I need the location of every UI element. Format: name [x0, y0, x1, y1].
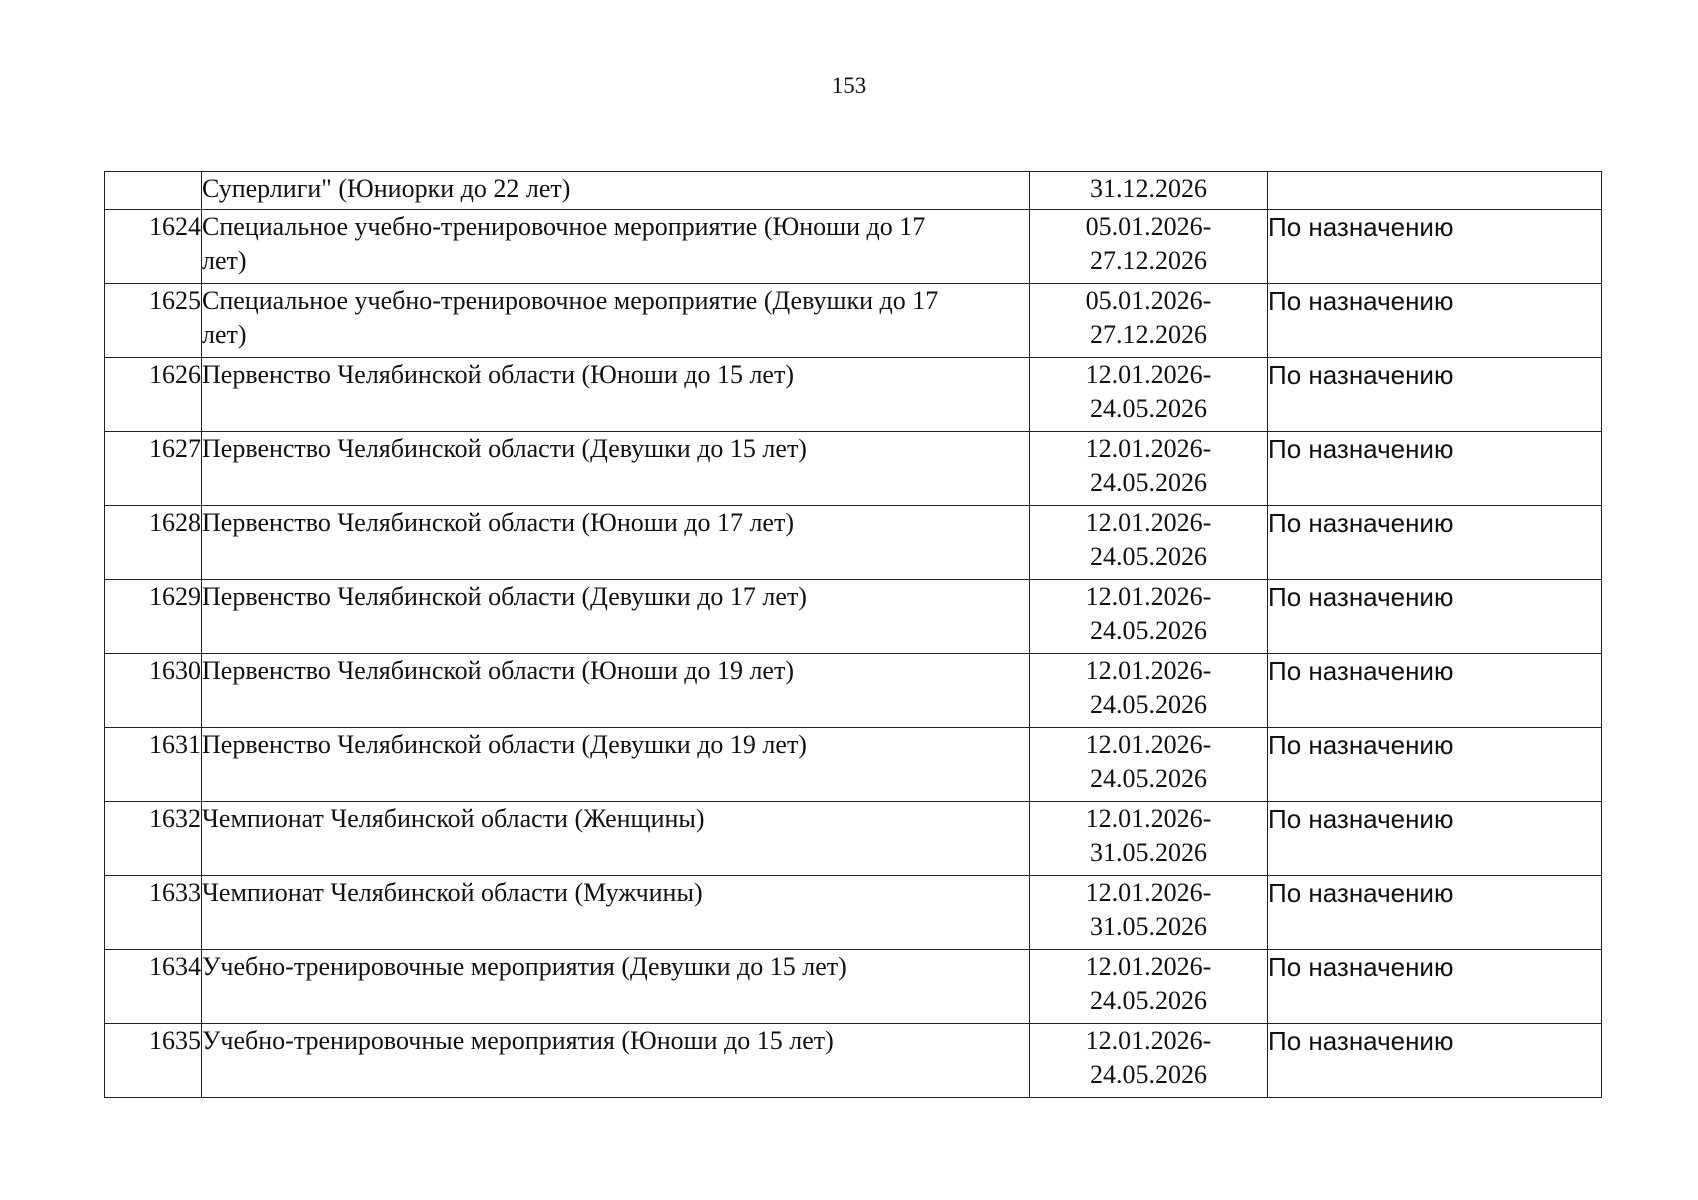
row-number: 1634	[105, 950, 202, 1024]
event-place: По назначению	[1268, 950, 1602, 1024]
event-name-line-1: Первенство Челябинской области (Девушки до 17 лет)	[202, 582, 807, 611]
page-number: 153	[831, 73, 867, 98]
table-row	[105, 654, 1602, 728]
event-name: Суперлиги" (Юниорки до 22 лет)	[202, 172, 1030, 210]
event-name	[202, 506, 1030, 580]
date-end: 24.05.2026	[1090, 690, 1207, 719]
date-end: 31.05.2026	[1090, 912, 1207, 941]
date-end: 24.05.2026	[1090, 616, 1207, 645]
date-start: 12.01.2026-	[1085, 360, 1212, 389]
date-end: 31.05.2026	[1090, 838, 1207, 867]
date-start: 12.01.2026-	[1085, 656, 1212, 685]
date-start: 05.01.2026-	[1085, 212, 1212, 241]
table-row	[105, 358, 1602, 432]
date-start: 12.01.2026-	[1085, 730, 1212, 759]
date-start: 12.01.2026-	[1085, 952, 1212, 981]
event-name	[202, 1024, 1030, 1098]
event-place: По назначению	[1268, 728, 1602, 802]
event-name-line-1: Первенство Челябинской области (Юноши до 15 лет)	[202, 360, 794, 389]
event-dates	[1030, 358, 1268, 432]
event-dates	[1030, 802, 1268, 876]
date-end: 24.05.2026	[1090, 1060, 1207, 1089]
row-number: 1629	[105, 580, 202, 654]
table-row	[105, 802, 1602, 876]
event-place: По назначению	[1268, 358, 1602, 432]
event-place: По назначению	[1268, 432, 1602, 506]
date-start: 05.01.2026-	[1085, 286, 1212, 315]
event-place: По назначению	[1268, 876, 1602, 950]
event-dates	[1030, 284, 1268, 358]
event-place	[1268, 172, 1602, 210]
table-row	[105, 506, 1602, 580]
table-row-continuation	[105, 172, 1602, 210]
event-place: По назначению	[1268, 210, 1602, 284]
events-table	[104, 171, 1602, 1098]
event-dates	[1030, 432, 1268, 506]
row-number: 1627	[105, 432, 202, 506]
date-end: 24.05.2026	[1090, 394, 1207, 423]
event-name	[202, 358, 1030, 432]
row-number: 1631	[105, 728, 202, 802]
date-start: 12.01.2026-	[1085, 878, 1212, 907]
event-name	[202, 654, 1030, 728]
table-row	[105, 728, 1602, 802]
date-start: 12.01.2026-	[1085, 434, 1212, 463]
event-dates: 31.12.2026	[1030, 172, 1268, 210]
event-name	[202, 284, 1030, 358]
row-number: 1628	[105, 506, 202, 580]
table-row	[105, 284, 1602, 358]
event-dates	[1030, 1024, 1268, 1098]
event-name-line-1: Учебно-тренировочные мероприятия (Девушки до 15 лет)	[202, 952, 847, 981]
table-row	[105, 876, 1602, 950]
event-dates	[1030, 950, 1268, 1024]
table-row	[105, 432, 1602, 506]
event-name-line-1: Первенство Челябинской области (Юноши до 17 лет)	[202, 508, 794, 537]
event-name-line-1: Специальное учебно-тренировочное мероприятие (Юноши до 17	[202, 212, 926, 241]
event-place: По назначению	[1268, 506, 1602, 580]
table-row	[105, 950, 1602, 1024]
event-name-line-1: Первенство Челябинской области (Девушки до 19 лет)	[202, 730, 807, 759]
date-start: 12.01.2026-	[1085, 1026, 1212, 1055]
event-name-line-1: Специальное учебно-тренировочное мероприятие (Девушки до 17	[202, 286, 939, 315]
event-name-line-1: Учебно-тренировочные мероприятия (Юноши до 15 лет)	[202, 1026, 834, 1055]
event-name-line-2: лет)	[202, 246, 247, 275]
row-number: 1632	[105, 802, 202, 876]
event-name-line-1: Чемпионат Челябинской области (Женщины)	[202, 804, 705, 833]
date-end: 24.05.2026	[1090, 764, 1207, 793]
event-place: По назначению	[1268, 580, 1602, 654]
table-row	[105, 1024, 1602, 1098]
event-dates	[1030, 654, 1268, 728]
event-name	[202, 580, 1030, 654]
event-name-line-2: лет)	[202, 320, 247, 349]
event-name	[202, 802, 1030, 876]
row-number: 1635	[105, 1024, 202, 1098]
row-number: 1630	[105, 654, 202, 728]
row-number: 1626	[105, 358, 202, 432]
event-name	[202, 432, 1030, 506]
row-number: 1624	[105, 210, 202, 284]
event-place: По назначению	[1268, 1024, 1602, 1098]
date-end: 27.12.2026	[1090, 320, 1207, 349]
event-name	[202, 950, 1030, 1024]
events-table-body	[105, 172, 1602, 1098]
event-dates	[1030, 506, 1268, 580]
event-dates	[1030, 580, 1268, 654]
event-dates	[1030, 728, 1268, 802]
date-end: 27.12.2026	[1090, 246, 1207, 275]
event-name	[202, 210, 1030, 284]
event-dates	[1030, 210, 1268, 284]
table-row	[105, 580, 1602, 654]
event-name-line-1: Чемпионат Челябинской области (Мужчины)	[202, 878, 703, 907]
table-row	[105, 210, 1602, 284]
event-place: По назначению	[1268, 802, 1602, 876]
date-end: 24.05.2026	[1090, 468, 1207, 497]
event-place: По назначению	[1268, 284, 1602, 358]
event-place: По назначению	[1268, 654, 1602, 728]
event-name-line-1: Первенство Челябинской области (Юноши до 19 лет)	[202, 656, 794, 685]
event-dates	[1030, 876, 1268, 950]
date-end: 24.05.2026	[1090, 542, 1207, 571]
date-start: 12.01.2026-	[1085, 508, 1212, 537]
event-name	[202, 728, 1030, 802]
row-number: 1625	[105, 284, 202, 358]
row-number	[105, 172, 202, 210]
date-end: 24.05.2026	[1090, 986, 1207, 1015]
event-name-line-1: Первенство Челябинской области (Девушки до 15 лет)	[202, 434, 807, 463]
date-start: 12.01.2026-	[1085, 582, 1212, 611]
event-name	[202, 876, 1030, 950]
row-number: 1633	[105, 876, 202, 950]
date-start: 12.01.2026-	[1085, 804, 1212, 833]
